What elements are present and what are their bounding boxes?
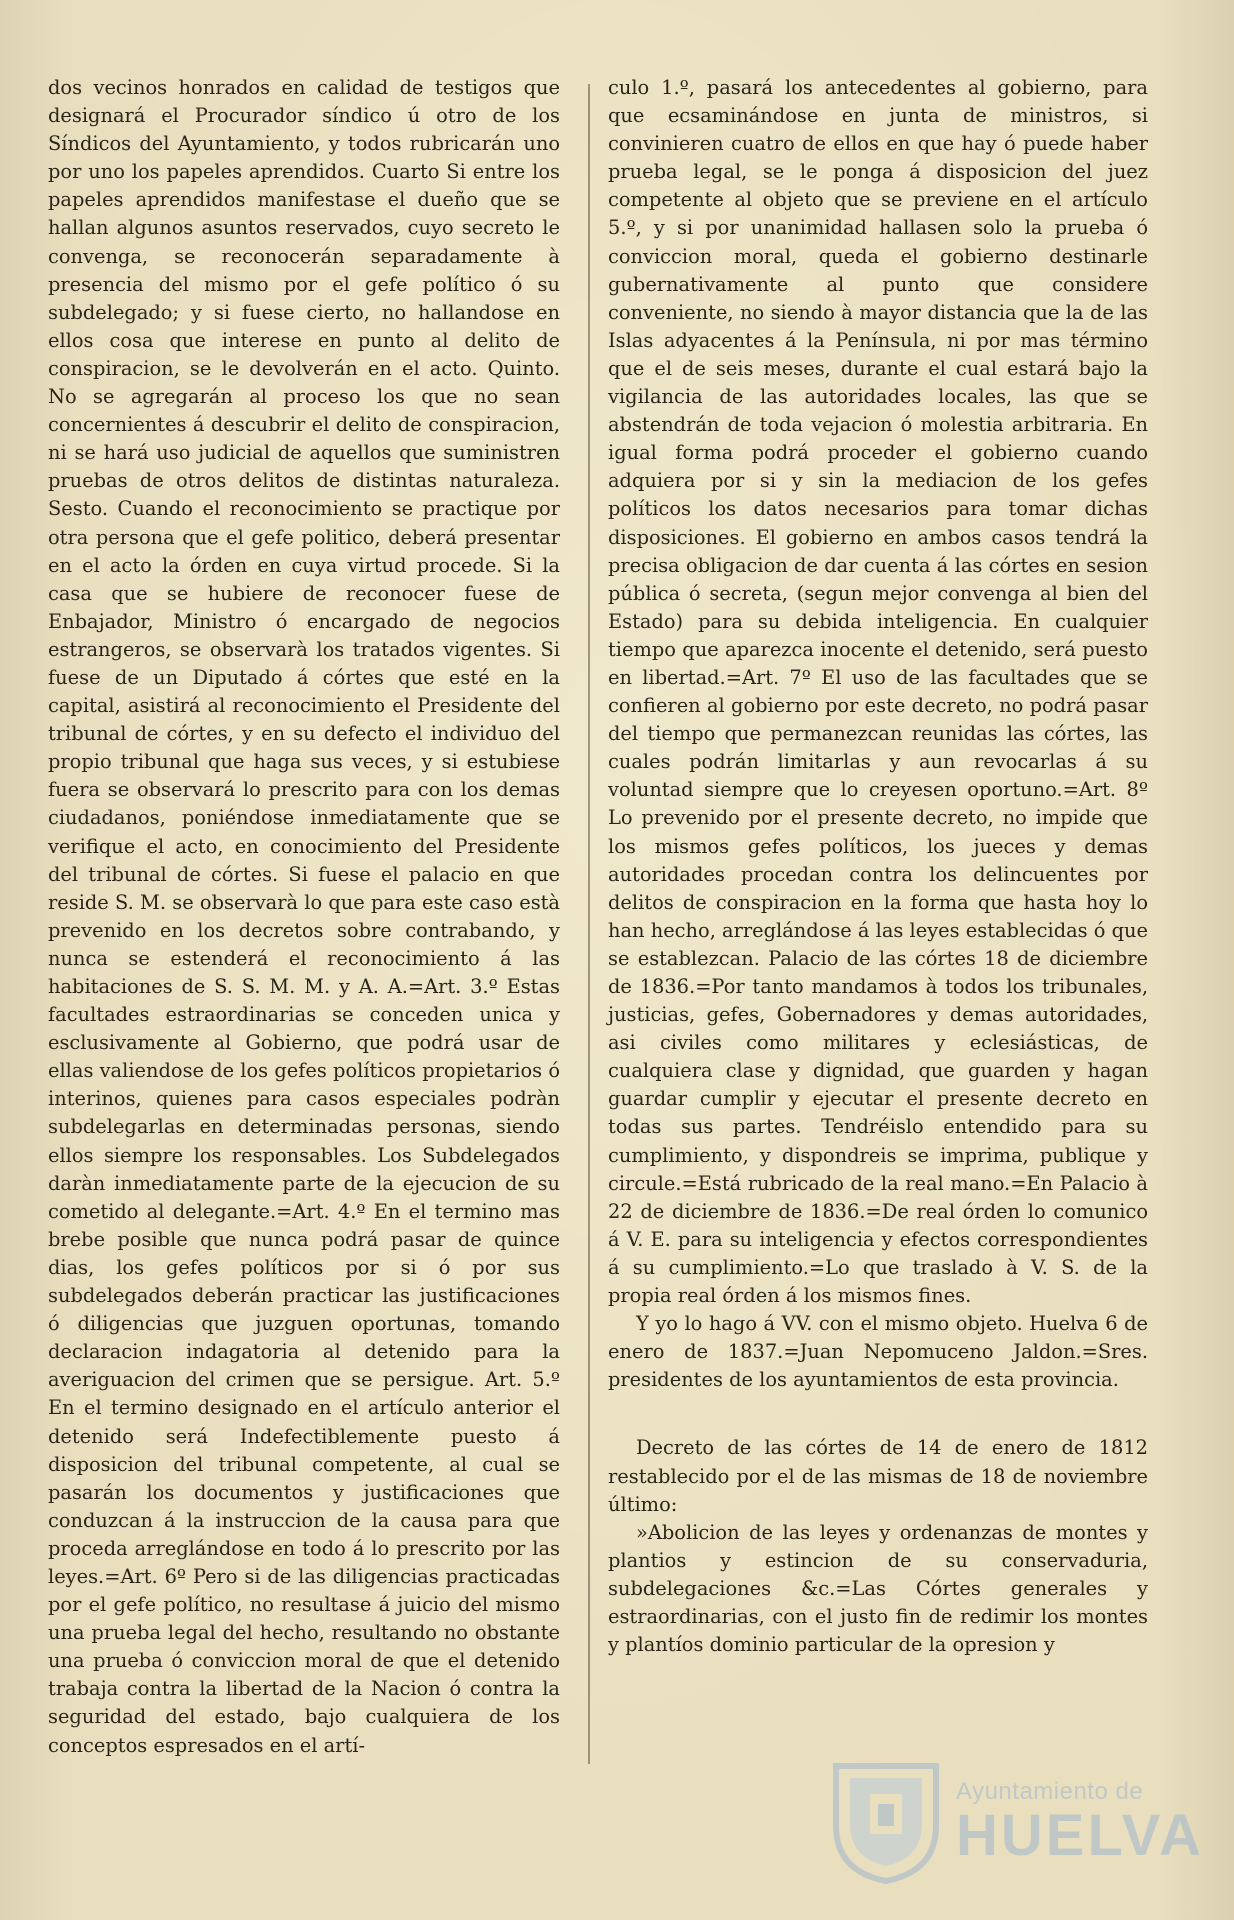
- decree-heading: Decreto de las córtes de 14 de enero de 1812 restablecido por el de las mismas de 18 de noviembre último:: [608, 1436, 1148, 1516]
- watermark-line2: HUELVA: [956, 1803, 1204, 1868]
- right-column: [608, 74, 1148, 1659]
- watermark-line1: Ayuntamiento de: [956, 1778, 1144, 1805]
- signature-paragraph: Y yo lo hago á VV. con el mismo objeto. Huelva 6 de enero de 1837.=Juan Nepomuceno Jaldon.=Sres. presidentes de los ayuntamientos de esta provincia.: [608, 1312, 1148, 1392]
- column-divider: [588, 84, 590, 1764]
- right-column-text: culo 1.º, pasará los antecedentes al gobierno, para que ecsaminándose en junta de ministros, si convinieren cuatro de ellos en que hay ó puede haber prueba legal, se le ponga á disposicion del juez competente al objeto que se previene en el artículo 5.º, y si por unanimidad hallasen solo la prueba ó conviccion moral, queda el gobierno destinarle gubernativamente al punto que considere conveniente, no siendo à mayor distancia que la de las Islas adyacentes á la Península, ni por mas término que el de seis meses, durante el cual estará bajo la vigilancia de las autoridades locales, las que se abstendrán de toda vejacion ó molestia arbitraria. En igual forma podrá proceder el gobierno cuando adquiera por si y sin la mediacion de los gefes políticos los datos necesarios para tomar dichas disposiciones. El gobierno en ambos casos tendrá la precisa obligacion de dar cuenta á las córtes en sesion pública ó secreta, (segun mejor convenga al bien del Estado) para su debida inteligencia. En cualquier tiempo que aparezca inocente el detenido, será puesto en libertad.=Art. 7º El uso de las facultades que se confieren al gobierno por este decreto, no podrá pasar del tiempo que permanezcan reunidas las córtes, las cuales podrán limitarlas y aun revocarlas á su voluntad siempre que lo creyesen oportuno.=Art. 8º Lo prevenido por el presente decreto, no impide que los mismos gefes políticos, los jueces y demas autoridades procedan contra los delincuentes por delitos de conspiracion en la forma que hasta hoy lo han hecho, arreglándose á las leyes establecidas ó que se establezcan. Palacio de las córtes 18 de diciembre de 1836.=Por tanto mandamos à todos los tribunales, justicias, gefes, Gobernadores y demas autoridades, asi civiles como militares y eclesiásticas, de cualquiera clase y dignidad, que guarden y hagan guardar cumplir y ejecutar el presente decreto en todas sus partes. Tendréislo entendido para su cumplimiento, y dispondreis se imprima, publique y circule.=Está rubricado de la real mano.=En Palacio à 22 de diciembre de 1836.=De real órden lo comunico á V. E. para su inteligencia y efectos correspondientes á su cumplimiento.=Lo que traslado à V. S. de la propia real órden á los mismos fines.: [608, 76, 1148, 1308]
- huelva-crest-icon: [826, 1756, 946, 1886]
- decree-text: »Abolicion de las leyes y ordenanzas de montes y plantios y estincion de su conservaduria, subdelegaciones &c.=Las Córtes generales y estraordinarias, con el justo fin de redimir los montes y plantíos dominio particular de la opresion y: [608, 1520, 1148, 1657]
- left-column: [48, 74, 560, 1760]
- watermark: [826, 1738, 1204, 1888]
- left-column-text: dos vecinos honrados en calidad de testigos que designará el Procurador síndico ú otro de los Síndicos del Ayuntamiento, y todos rubricarán uno por uno los papeles aprendidos. Cuarto Si entre los papeles aprendidos manifestase el dueño que se hallan algunos asuntos reservados, cuyo secreto le convenga, se reconocerán separadamente à presencia del mismo por el gefe político ó su subdelegado; y si fuese cierto, no hallandose en ellos cosa que interese en punto al delito de conspiracion, se le devolverán en el acto. Quinto. No se agregarán al proceso los que no sean concernientes á descubrir el delito de conspiracion, ni se hará uso judicial de aquellos que suministren pruebas de otros delitos de distintas naturaleza. Sesto. Cuando el reconocimiento se practique por otra persona que el gefe politico, deberá presentar en el acto la órden en cuya virtud procede. Si la casa que se hubiere de reconocer fuese de Enbajador, Ministro ó encargado de negocios estrangeros, se observarà los tratados vigentes. Si fuese de un Diputado á córtes que esté en la capital, asistirá al reconocimiento el Presidente del tribunal de córtes, y en su defecto el individuo del propio tribunal que haga sus veces, y si estubiese fuera se observará lo prescrito para con los demas ciudadanos, poniéndose inmediatamente que se verifique el acto, en conocimiento del Presidente del tribunal de córtes. Si fuese el palacio en que reside S. M. se observarà lo que para este caso està prevenido en los decretos sobre contrabando, y nunca se estenderá el reconocimiento á las habitaciones de S. S. M. M. y A. A.=Art. 3.º Estas facultades estraordinarias se conceden unica y esclusivamente al Gobierno, que podrá usar de ellas valiendose de los gefes políticos propietarios ó interinos, quienes para casos especiales podràn subdelegarlas en determinadas personas, siendo ellos siempre los responsables. Los Subdelegados daràn inmediatamente parte de la ejecucion de su cometido al delegante.=Art. 4.º En el termino mas brebe posible que nunca podrá pasar de quince dias, los gefes políticos por si ó por sus subdelegados deberán practicar las justificaciones ó diligencias que juzguen oportunas, tomando declaracion indagatoria al detenido para la averiguacion del crimen que se persigue. Art. 5.º En el termino designado en el artículo anterior el detenido será Indefectiblemente puesto á disposicion del tribunal competente, al cual se pasarán los documentos y justificaciones que conduzcan á la instruccion de la causa para que proceda arreglándose en todo á lo prescrito por las leyes.=Art. 6º Pero si de las diligencias practicadas por el gefe político, no resultase á juicio del mismo una prueba legal del hecho, resultando no obstante una prueba ó conviccion moral de que el detenido trabaja contra la libertad de la Nacion ó contra la seguridad del estado, bajo cualquiera de los conceptos espresados en el artí-: [48, 76, 560, 1757]
